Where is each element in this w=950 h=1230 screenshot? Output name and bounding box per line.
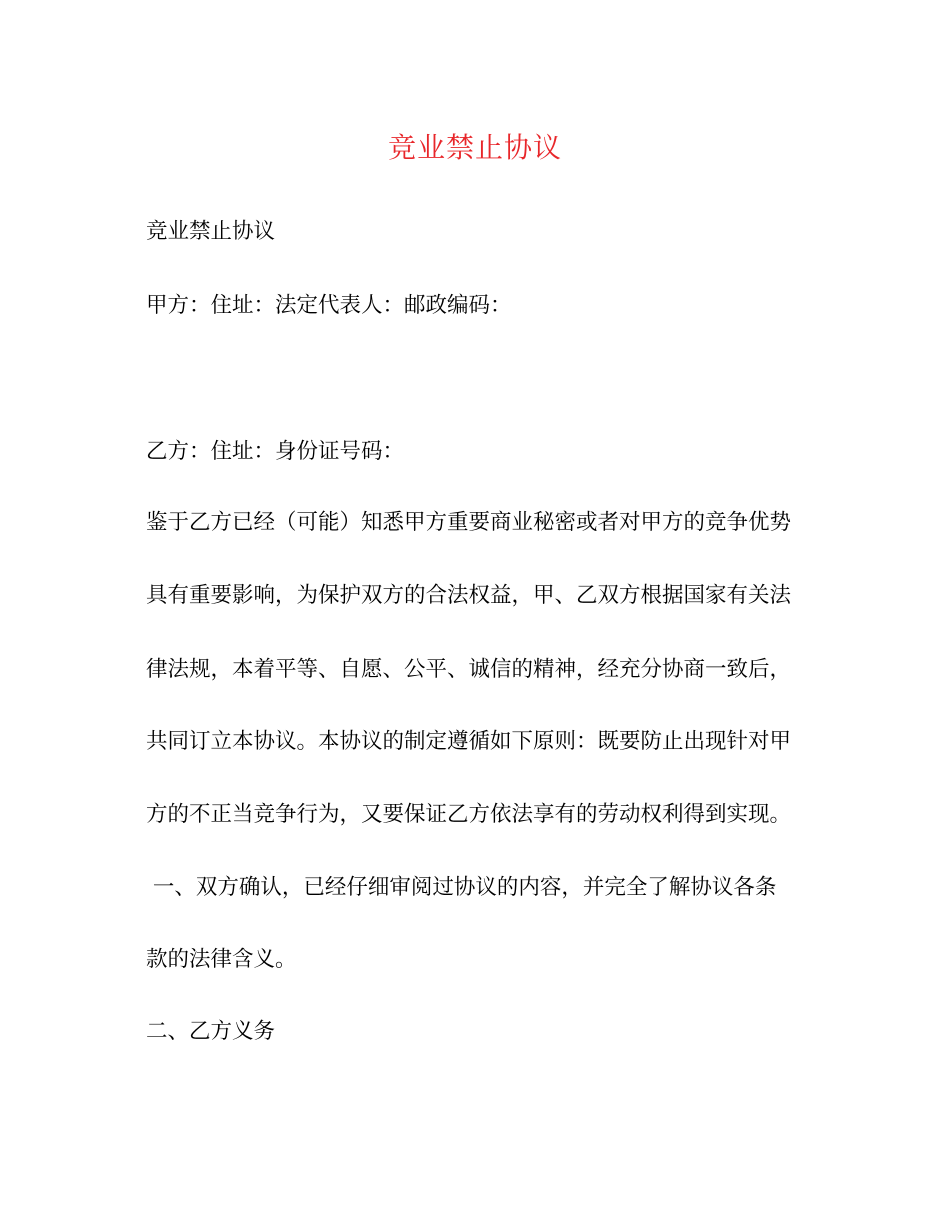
party-a-line: 甲方：住址：法定代表人：邮政编码： xyxy=(146,293,512,318)
body-line: 方的不正当竞争行为，又要保证乙方依法享有的劳动权利得到实现。 xyxy=(146,802,792,827)
party-b-line: 乙方：住址：身份证号码： xyxy=(146,439,405,464)
clause-one-line: 一、双方确认，已经仔细审阅过协议的内容，并完全了解协议各条 xyxy=(146,875,777,900)
body-line: 共同订立本协议。本协议的制定遵循如下原则：既要防止出现针对甲 xyxy=(146,729,792,754)
body-line: 鉴于乙方已经（可能）知悉甲方重要商业秘密或者对甲方的竞争优势 xyxy=(146,510,792,535)
clause-two-heading: 二、乙方义务 xyxy=(146,1019,276,1044)
body-line: 具有重要影响，为保护双方的合法权益，甲、乙双方根据国家有关法 xyxy=(146,583,792,608)
document-title: 竞业禁止协议 xyxy=(387,131,562,164)
subtitle-line: 竞业禁止协议 xyxy=(146,219,276,244)
clause-one-continuation: 款的法律含义。 xyxy=(146,947,297,972)
body-line: 律法规，本着平等、自愿、公平、诚信的精神，经充分协商一致后， xyxy=(146,657,792,682)
